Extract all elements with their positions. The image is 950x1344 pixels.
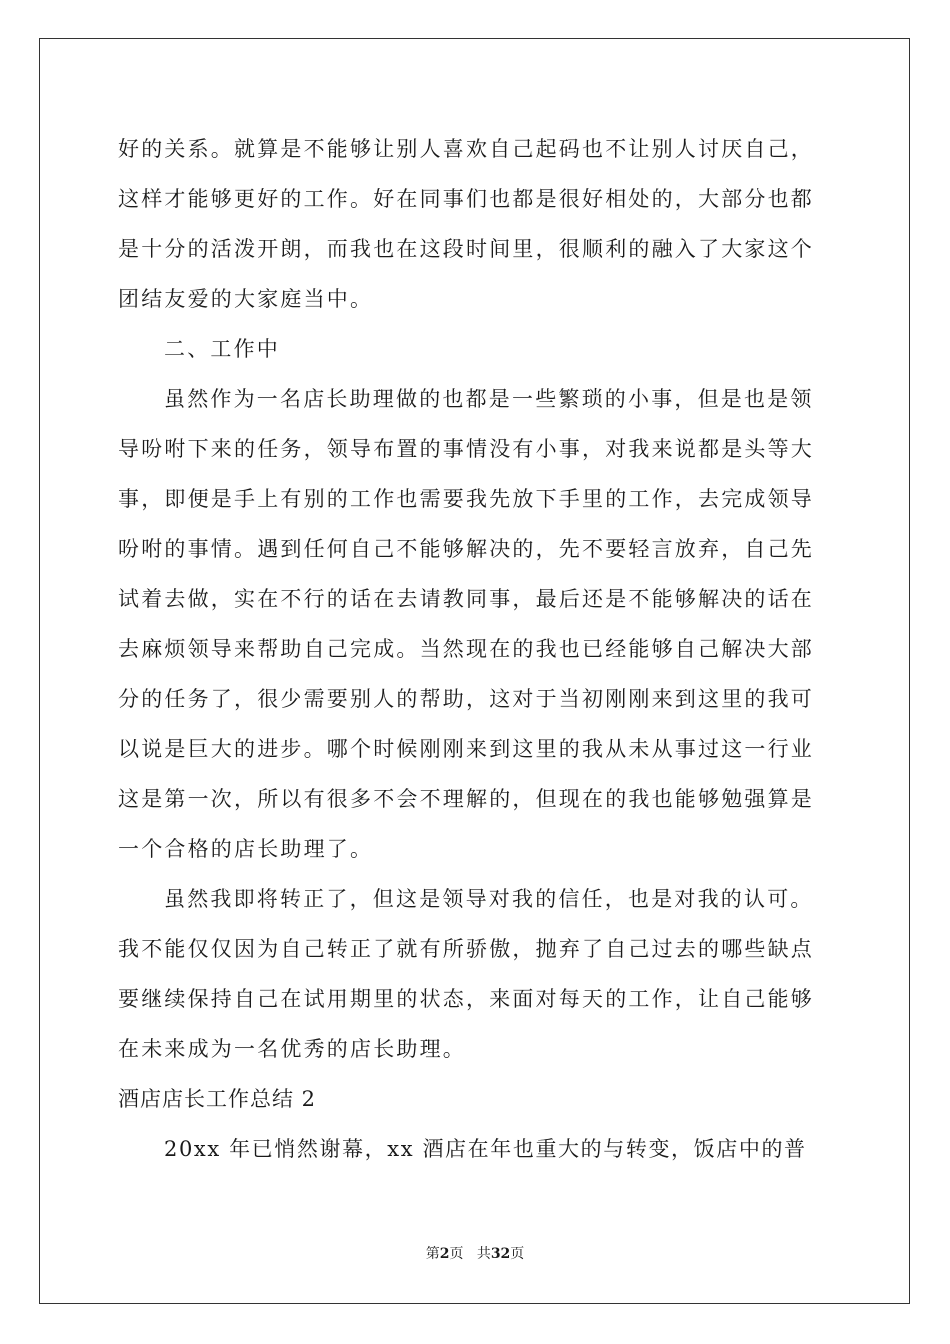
paragraph-line: 虽然作为一名店长助理做的也都是一些繁琐的小事，但是也是领: [164, 387, 814, 411]
page-footer: [0, 1243, 950, 1263]
paragraph-line: 我不能仅仅因为自己转正了就有所骄傲，抛弃了自己过去的哪些缺点: [118, 937, 814, 961]
paragraph-line: 要继续保持自己在试用期里的状态，来面对每天的工作，让自己能够: [118, 987, 814, 1011]
paragraph-line: 好的关系。就算是不能够让别人喜欢自己起码也不让别人讨厌自己，: [118, 137, 814, 161]
page-prefix: 第: [425, 1246, 440, 1262]
paragraph-line: 试着去做，实在不行的话在去请教同事，最后还是不能够解决的话在: [118, 587, 814, 611]
total-suffix: 页: [510, 1246, 525, 1262]
paragraph-line: 虽然我即将转正了，但这是领导对我的信任，也是对我的认可。: [164, 887, 814, 911]
paragraph-line: 一个合格的店长助理了。: [118, 837, 374, 861]
paragraph-line: 事，即便是手上有别的工作也需要我先放下手里的工作，去完成领导: [118, 487, 814, 511]
paragraph-line: 这是第一次，所以有很多不会不理解的，但现在的我也能够勉强算是: [118, 787, 814, 811]
paragraph-line: 去麻烦领导来帮助自己完成。当然现在的我也已经能够自己解决大部: [118, 637, 814, 661]
paragraph-line: 团结友爱的大家庭当中。: [118, 287, 374, 311]
paragraph-line: 以说是巨大的进步。哪个时候刚刚来到这里的我从未从事过这一行业: [118, 737, 814, 761]
paragraph-line: 吩咐的事情。遇到任何自己不能够解决的，先不要轻言放弃，自己先: [118, 537, 814, 561]
total-prefix: 共: [476, 1246, 491, 1262]
section-heading: 二、工作中: [164, 337, 280, 361]
page-border: [39, 38, 910, 1304]
paragraph-line: 分的任务了，很少需要别人的帮助，这对于当初刚刚来到这里的我可: [118, 687, 814, 711]
page-number: 2: [439, 1246, 450, 1262]
paragraph-line: 在未来成为一名优秀的店长助理。: [118, 1037, 466, 1061]
page-suffix: 页: [449, 1246, 464, 1262]
paragraph-line: 导吩咐下来的任务，领导布置的事情没有小事，对我来说都是头等大: [118, 437, 814, 461]
document-title: 酒店店长工作总结 2: [118, 1087, 317, 1111]
total-pages: 32: [490, 1246, 511, 1262]
paragraph-line: 20xx 年已悄然谢幕，xx 酒店在年也重大的与转变，饭店中的普: [164, 1137, 807, 1161]
paragraph-line: 这样才能够更好的工作。好在同事们也都是很好相处的，大部分也都: [118, 187, 814, 211]
paragraph-line: 是十分的活泼开朗，而我也在这段时间里，很顺利的融入了大家这个: [118, 237, 814, 261]
